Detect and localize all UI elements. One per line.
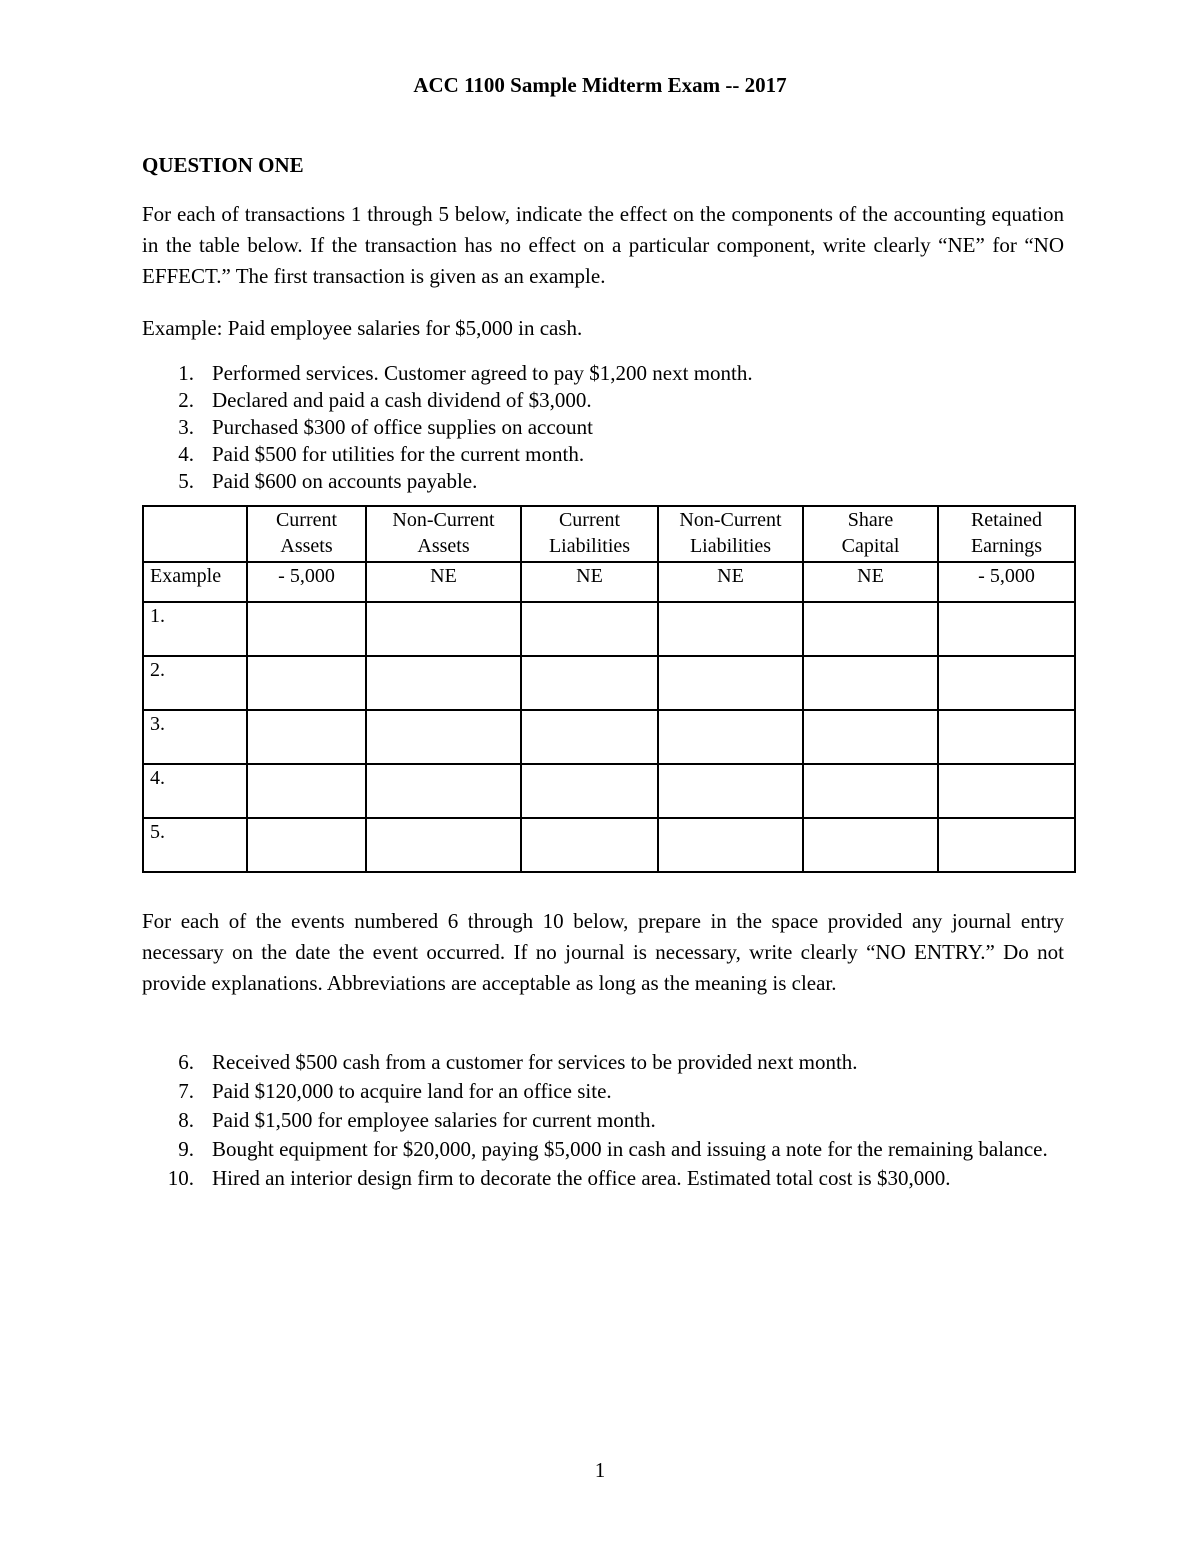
column-header: [143, 506, 247, 562]
list-item: 8. Paid $1,500 for employee salaries for current month.: [178, 1108, 656, 1132]
answer-cell[interactable]: [366, 656, 521, 710]
question-heading: QUESTION ONE: [142, 153, 304, 177]
column-header: Share Capital: [803, 506, 938, 562]
answer-cell[interactable]: [938, 710, 1075, 764]
answer-cell[interactable]: [938, 764, 1075, 818]
answer-cell[interactable]: [658, 710, 803, 764]
answer-cell[interactable]: [658, 764, 803, 818]
example-line: Example: Paid employee salaries for $5,000 in cash.: [142, 316, 583, 340]
row-label: 5.: [143, 818, 247, 872]
answer-cell[interactable]: [247, 656, 366, 710]
list-item: 2. Declared and paid a cash dividend of $3,000.: [178, 388, 592, 412]
row-label: 2.: [143, 656, 247, 710]
answer-cell[interactable]: [803, 818, 938, 872]
table-cell: - 5,000: [938, 562, 1075, 602]
table-header-row: [143, 506, 1075, 562]
table-row: [143, 656, 1075, 710]
answer-cell[interactable]: [366, 602, 521, 656]
table-row: [143, 602, 1075, 656]
table-cell: - 5,000: [247, 562, 366, 602]
row-label: 4.: [143, 764, 247, 818]
page-number: 1: [594, 1458, 606, 1482]
column-header: Current Assets: [247, 506, 366, 562]
answer-cell[interactable]: [938, 656, 1075, 710]
page-title: ACC 1100 Sample Midterm Exam -- 2017: [413, 73, 787, 97]
answer-cell[interactable]: [521, 818, 658, 872]
list-item: 4. Paid $500 for utilities for the current month.: [178, 442, 585, 466]
answer-cell[interactable]: [938, 818, 1075, 872]
list-item: 3. Purchased $300 of office supplies on account: [178, 415, 594, 439]
column-header: Retained Earnings: [938, 506, 1075, 562]
answer-cell[interactable]: [938, 602, 1075, 656]
answer-cell[interactable]: [803, 656, 938, 710]
instructions-paragraph-1: For each of transactions 1 through 5 below, indicate the effect on the components of the accounting equation in the table below. If the transaction has no effect on a particular component, write clearly “NE” for “NO EFFECT.” The first transaction is given as an example.: [142, 202, 1064, 288]
column-header: Current Liabilities: [521, 506, 658, 562]
list-item: 6. Received $500 cash from a customer for services to be provided next month.: [178, 1050, 858, 1074]
instructions-paragraph-2: For each of the events numbered 6 through 10 below, prepare in the space provided any journal entry necessary on the date the event occurred. If no journal is necessary, write clearly “NO ENTRY.” Do not provide explanations. Abbreviations are acceptable as long as the meaning is clear.: [142, 909, 1064, 995]
row-label: 3.: [143, 710, 247, 764]
answer-cell[interactable]: [658, 656, 803, 710]
table-row: [143, 764, 1075, 818]
table-cell: NE: [658, 562, 803, 602]
row-label: 1.: [143, 602, 247, 656]
row-label: Example: [143, 562, 247, 602]
list-item: 10. Hired an interior design firm to decorate the office area. Estimated total cost is $30,000.: [167, 1166, 951, 1190]
list-item: 7. Paid $120,000 to acquire land for an office site.: [178, 1079, 612, 1103]
answer-cell[interactable]: [658, 818, 803, 872]
event-list: [142, 1048, 1064, 1193]
accounting-equation-table: [142, 505, 1076, 873]
table-cell: NE: [803, 562, 938, 602]
table-row: [143, 710, 1075, 764]
column-header: Non-Current Assets: [366, 506, 521, 562]
answer-cell[interactable]: [247, 710, 366, 764]
list-item: 5. Paid $600 on accounts payable.: [178, 469, 478, 493]
table-cell: NE: [366, 562, 521, 602]
answer-cell[interactable]: [247, 602, 366, 656]
answer-cell[interactable]: [521, 602, 658, 656]
answer-cell[interactable]: [247, 818, 366, 872]
list-item: 1. Performed services. Customer agreed to pay $1,200 next month.: [178, 361, 753, 385]
column-header: Non-Current Liabilities: [658, 506, 803, 562]
answer-cell[interactable]: [521, 710, 658, 764]
answer-cell[interactable]: [366, 764, 521, 818]
answer-cell[interactable]: [247, 764, 366, 818]
answer-cell[interactable]: [803, 764, 938, 818]
answer-cell[interactable]: [366, 818, 521, 872]
answer-cell[interactable]: [366, 710, 521, 764]
answer-cell[interactable]: [521, 764, 658, 818]
transaction-list: [142, 360, 1064, 495]
answer-cell[interactable]: [803, 710, 938, 764]
table-cell: NE: [521, 562, 658, 602]
answer-cell[interactable]: [658, 602, 803, 656]
answer-cell[interactable]: [803, 602, 938, 656]
answer-cell[interactable]: [521, 656, 658, 710]
table-row: [143, 562, 1075, 602]
list-item: 9. Bought equipment for $20,000, paying $5,000 in cash and issuing a note for the remaining balance.: [178, 1137, 1048, 1161]
table-row: [143, 818, 1075, 872]
